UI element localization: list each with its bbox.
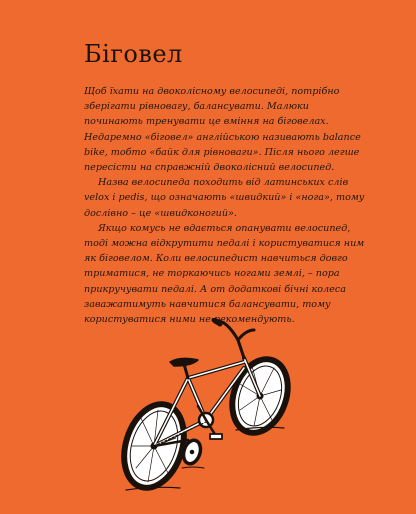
paragraph-3: Якщо комусь не вдається опанувати велосипед, тоді можна відкрутити педалі і користуватися ним як біговелом. Коли велосипедист навчиться довго триматися, не торкаючись ногами землі, – пора прикручувати педалі. А от додаткові бічні колеса заважатимуть навчитися балансувати, тому користуватися ними не рекомендують. xyxy=(84,222,365,326)
bicycle-with-training-wheels-icon xyxy=(118,318,318,504)
page-title: Біговел xyxy=(84,40,183,68)
body-text xyxy=(84,84,369,327)
bike-handlebar xyxy=(214,320,254,358)
paragraph-1: Щоб їхати на двоколісному велосипеді, потрібно зберігати рівновагу, балансувати. Малюки починають тренувати це вміння на біговелах. Недаремно «біговел» англійською називають balance bike, тобто «байк для рівноваги». Після нього легше пересісти на справжній двоколісний велосипед. xyxy=(84,86,361,174)
paragraph-2: Назва велосипеда походить від латинських слів velox і pedis, що означають «швидкий» і «нога», тому дослівно – це «швидконогий». xyxy=(84,177,365,219)
